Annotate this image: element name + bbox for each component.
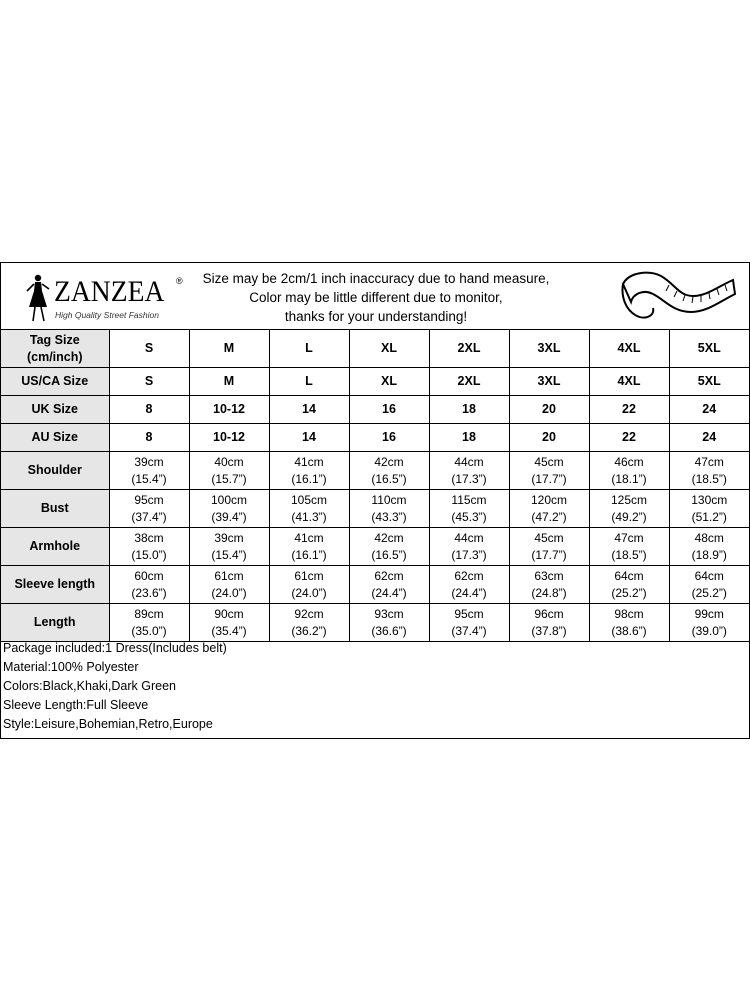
- brand-name: ZANZEA: [54, 275, 165, 308]
- cm-value: 115cm: [451, 492, 487, 507]
- inch-value: (18.5”): [611, 547, 647, 562]
- table-row: [1, 604, 749, 642]
- inch-value: (23.6”): [131, 585, 167, 600]
- cm-value: 120cm: [530, 492, 568, 507]
- inch-value: (25.2”): [691, 585, 727, 600]
- table-cell: [589, 490, 669, 528]
- cm-value: 48cm: [694, 530, 724, 545]
- brand-logo: [21, 269, 201, 325]
- inch-value: (18.5”): [691, 471, 727, 486]
- cm-value: 45cm: [534, 454, 564, 469]
- cm-value: 64cm: [694, 568, 724, 583]
- cm-value: 62cm: [374, 568, 404, 583]
- inch-value: (36.6”): [371, 623, 407, 638]
- cm-value: 39cm: [134, 454, 164, 469]
- cm-value: 61cm: [294, 568, 324, 583]
- inch-value: (24.0”): [291, 585, 327, 600]
- table-row: [1, 528, 749, 566]
- cm-value: 41cm: [294, 530, 324, 545]
- row-header: Armhole: [1, 528, 109, 566]
- cm-value: 100cm: [210, 492, 248, 507]
- table-cell: [189, 528, 269, 566]
- cm-value: 95cm: [134, 492, 164, 507]
- cm-value: 125cm: [610, 492, 648, 507]
- inch-value: (17.3”): [451, 471, 487, 486]
- table-row: [1, 452, 749, 490]
- cm-value: 105cm: [290, 492, 328, 507]
- cm-value: 40cm: [214, 454, 244, 469]
- table-cell: 4XL: [589, 368, 669, 396]
- cm-value: 39cm: [214, 530, 244, 545]
- cm-value: 42cm: [374, 530, 404, 545]
- cm-value: 46cm: [614, 454, 644, 469]
- inch-value: (25.2”): [611, 585, 647, 600]
- table-cell: 16: [349, 424, 429, 452]
- info-line: Style:Leisure,Bohemian,Retro,Europe: [3, 717, 213, 731]
- table-row: [1, 368, 749, 396]
- size-column-header: 2XL: [429, 330, 509, 368]
- cm-value: 61cm: [214, 568, 244, 583]
- inch-value: (24.8”): [531, 585, 567, 600]
- cm-value: 44cm: [454, 454, 484, 469]
- table-cell: [509, 566, 589, 604]
- inch-value: (15.4”): [211, 547, 247, 562]
- table-cell: [509, 528, 589, 566]
- cm-value: 98cm: [614, 606, 644, 621]
- size-column-header: XL: [349, 330, 429, 368]
- registered-mark: ®: [176, 276, 183, 286]
- table-cell: [349, 528, 429, 566]
- notice-line: Size may be 2cm/1 inch inaccuracy due to hand measure,: [202, 271, 550, 286]
- table-cell: 2XL: [429, 368, 509, 396]
- size-column-header: L: [269, 330, 349, 368]
- table-cell: [109, 490, 189, 528]
- cm-value: 41cm: [294, 454, 324, 469]
- cm-value: 90cm: [214, 606, 244, 621]
- cm-value: 130cm: [691, 492, 728, 507]
- row-header: Sleeve length: [1, 566, 109, 604]
- cm-value: 47cm: [614, 530, 644, 545]
- inch-value: (35.4”): [211, 623, 247, 638]
- table-cell: 24: [669, 396, 749, 424]
- table-cell: L: [269, 368, 349, 396]
- inch-value: (37.8”): [531, 623, 567, 638]
- inch-value: (36.2”): [291, 623, 327, 638]
- inch-value: (15.0”): [131, 547, 167, 562]
- table-cell: [109, 604, 189, 642]
- table-row: [1, 566, 749, 604]
- table-cell: 14: [269, 396, 349, 424]
- inch-value: (37.4”): [451, 623, 487, 638]
- cm-value: 63cm: [534, 568, 564, 583]
- cm-value: 110cm: [371, 492, 407, 507]
- inch-value: (38.6”): [611, 623, 647, 638]
- info-line: Colors:Black,Khaki,Dark Green: [3, 679, 176, 693]
- row-header: AU Size: [1, 424, 109, 452]
- table-cell: [669, 452, 749, 490]
- table-cell: [269, 604, 349, 642]
- table-cell: [189, 604, 269, 642]
- table-cell: 24: [669, 424, 749, 452]
- table-cell: XL: [349, 368, 429, 396]
- inch-value: (51.2”): [691, 509, 727, 524]
- table-cell: [509, 490, 589, 528]
- table-cell: [349, 604, 429, 642]
- cm-value: 45cm: [534, 530, 564, 545]
- table-cell: [429, 566, 509, 604]
- table-cell: [269, 490, 349, 528]
- cm-value: 95cm: [454, 606, 484, 621]
- table-row: [1, 396, 749, 424]
- table-cell: 10-12: [189, 396, 269, 424]
- table-cell: [429, 604, 509, 642]
- info-line: Material:100% Polyester: [3, 660, 139, 674]
- inch-value: (15.4”): [131, 471, 167, 486]
- inch-value: (16.1”): [291, 471, 327, 486]
- inch-value: (17.3”): [451, 547, 487, 562]
- table-cell: [669, 566, 749, 604]
- inch-value: (35.0”): [131, 623, 167, 638]
- row-header: US/CA Size: [1, 368, 109, 396]
- table-cell: [669, 604, 749, 642]
- table-cell: [429, 452, 509, 490]
- row-header: Shoulder: [1, 452, 109, 490]
- size-column-header: 5XL: [669, 330, 749, 368]
- row-header: UK Size: [1, 396, 109, 424]
- table-cell: 10-12: [189, 424, 269, 452]
- table-cell: [109, 566, 189, 604]
- table-cell: [669, 490, 749, 528]
- inch-value: (37.4”): [131, 509, 167, 524]
- table-cell: [109, 528, 189, 566]
- cm-value: 96cm: [534, 606, 564, 621]
- info-line: Sleeve Length:Full Sleeve: [3, 698, 149, 712]
- inch-value: (17.7”): [531, 471, 567, 486]
- row-header: Bust: [1, 490, 109, 528]
- product-info: [3, 639, 227, 734]
- table-row: [1, 424, 749, 452]
- inch-value: (43.3”): [371, 509, 407, 524]
- inch-value: (16.5”): [371, 547, 407, 562]
- table-cell: 8: [109, 424, 189, 452]
- table-cell: [589, 604, 669, 642]
- table-cell: 22: [589, 396, 669, 424]
- size-column-header: 4XL: [589, 330, 669, 368]
- cm-value: 92cm: [294, 606, 324, 621]
- notice-line: Color may be little different due to monitor,: [249, 290, 503, 305]
- table-row: [1, 490, 749, 528]
- inch-value: (18.9”): [691, 547, 727, 562]
- table-cell: [349, 452, 429, 490]
- table-cell: 14: [269, 424, 349, 452]
- table-cell: [589, 452, 669, 490]
- table-cell: [509, 452, 589, 490]
- inch-value: (41.3”): [291, 509, 327, 524]
- table-cell: [589, 566, 669, 604]
- table-cell: 8: [109, 396, 189, 424]
- table-cell: [669, 528, 749, 566]
- cm-value: 99cm: [694, 606, 724, 621]
- inch-value: (47.2”): [531, 509, 567, 524]
- inch-value: (39.4”): [211, 509, 247, 524]
- table-cell: [269, 452, 349, 490]
- table-cell: [109, 452, 189, 490]
- size-table: [1, 330, 749, 642]
- table-cell: M: [189, 368, 269, 396]
- table-cell: [589, 528, 669, 566]
- dress-figure-icon: [21, 269, 55, 325]
- inch-value: (45.3”): [451, 509, 487, 524]
- table-cell: 16: [349, 396, 429, 424]
- inch-value: (16.5”): [371, 471, 407, 486]
- inch-value: (39.0”): [691, 623, 727, 638]
- row-header: [1, 330, 109, 368]
- table-cell: [509, 604, 589, 642]
- cm-value: 60cm: [134, 568, 164, 583]
- table-cell: 20: [509, 396, 589, 424]
- table-cell: [349, 490, 429, 528]
- table-row: [1, 330, 749, 368]
- cm-value: 42cm: [374, 454, 404, 469]
- size-column-header: S: [109, 330, 189, 368]
- cm-value: 64cm: [614, 568, 644, 583]
- table-cell: 5XL: [669, 368, 749, 396]
- table-cell: 22: [589, 424, 669, 452]
- inch-value: (24.0”): [211, 585, 247, 600]
- cm-value: 89cm: [134, 606, 164, 621]
- cm-value: 62cm: [454, 568, 484, 583]
- row-header-line: (cm/inch): [26, 349, 83, 364]
- row-header: Length: [1, 604, 109, 642]
- table-cell: [189, 566, 269, 604]
- size-column-header: M: [189, 330, 269, 368]
- row-header-line: Tag Size: [29, 332, 80, 347]
- table-cell: 18: [429, 396, 509, 424]
- size-chart-card: [0, 262, 750, 739]
- table-cell: [189, 452, 269, 490]
- table-cell: [269, 566, 349, 604]
- measurement-notice: [186, 269, 566, 326]
- inch-value: (15.7”): [211, 471, 247, 486]
- cm-value: 38cm: [134, 530, 164, 545]
- inch-value: (49.2”): [611, 509, 647, 524]
- table-cell: [189, 490, 269, 528]
- inch-value: (17.7”): [531, 547, 567, 562]
- size-column-header: 3XL: [509, 330, 589, 368]
- cm-value: 93cm: [374, 606, 404, 621]
- table-cell: 20: [509, 424, 589, 452]
- notice-line: thanks for your understanding!: [284, 309, 468, 324]
- table-cell: [429, 528, 509, 566]
- cm-value: 44cm: [454, 530, 484, 545]
- table-cell: [349, 566, 429, 604]
- inch-value: (18.1”): [611, 471, 647, 486]
- table-cell: [269, 528, 349, 566]
- table-cell: 3XL: [509, 368, 589, 396]
- cm-value: 47cm: [694, 454, 724, 469]
- inch-value: (16.1”): [291, 547, 327, 562]
- brand-tagline: High Quality Street Fashion: [55, 310, 159, 320]
- table-cell: S: [109, 368, 189, 396]
- measuring-tape-icon: [619, 266, 737, 326]
- inch-value: (24.4”): [451, 585, 487, 600]
- table-cell: [429, 490, 509, 528]
- inch-value: (24.4”): [371, 585, 407, 600]
- table-cell: 18: [429, 424, 509, 452]
- info-line: Package included:1 Dress(Includes belt): [3, 641, 227, 655]
- chart-header: [1, 263, 749, 330]
